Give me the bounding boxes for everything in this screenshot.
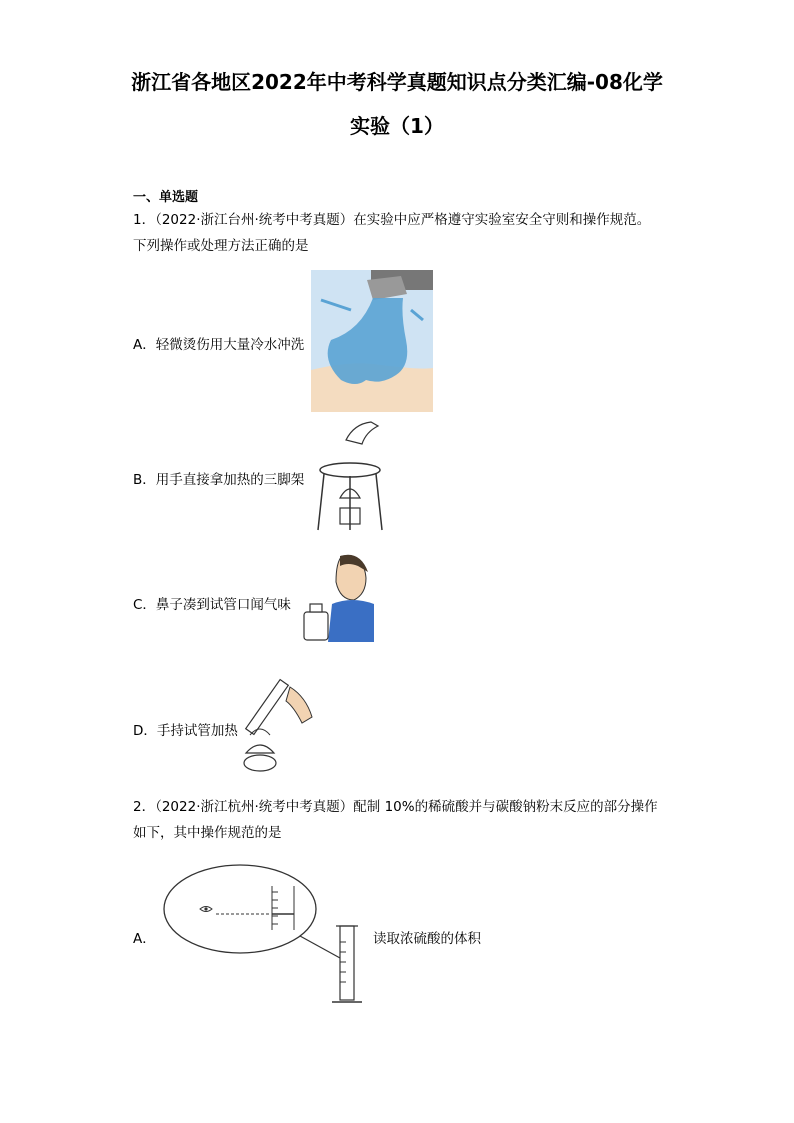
question-2-stem-line-1: 2．（2022·浙江杭州·统考中考真题）配制 10%的稀硫酸并与碳酸钠粉末反应的部分操作	[133, 799, 658, 815]
question-1-option-a: A．轻微烫伤用大量冷水冲洗	[133, 337, 305, 353]
question-2-option-a: A．	[133, 931, 156, 947]
smell-test-tube-figure	[302, 552, 374, 642]
burn-cold-water-figure	[311, 270, 433, 412]
question-1-option-c: C．鼻子凑到试管口闻气味	[133, 597, 291, 613]
question-1-stem	[133, 207, 673, 259]
question-1-option-b: B．用手直接拿加热的三脚架	[133, 472, 305, 488]
question-2-option-a-caption: 读取浓硫酸的体积	[373, 931, 481, 947]
hold-test-tube-heating-figure	[240, 667, 320, 775]
tripod-hand-figure	[316, 418, 384, 534]
question-1-stem-line-2: 下列操作或处理方法正确的是	[133, 238, 309, 254]
read-cylinder-figure	[160, 862, 370, 1008]
question-1-stem-line-1: 1．（2022·浙江台州·统考中考真题）在实验中应严格遵守实验室安全守则和操作规范。	[133, 212, 651, 228]
question-2-stem	[133, 794, 673, 846]
section-heading: 一、单选题	[133, 190, 199, 205]
question-2-stem-line-2: 如下，其中操作规范的是	[133, 825, 282, 841]
question-1-option-d: D．手持试管加热	[133, 723, 238, 739]
page-title-line-2: 实验（1）	[350, 114, 444, 138]
page-title-line-1: 浙江省各地区2022年中考科学真题知识点分类汇编-08化学	[131, 70, 663, 94]
